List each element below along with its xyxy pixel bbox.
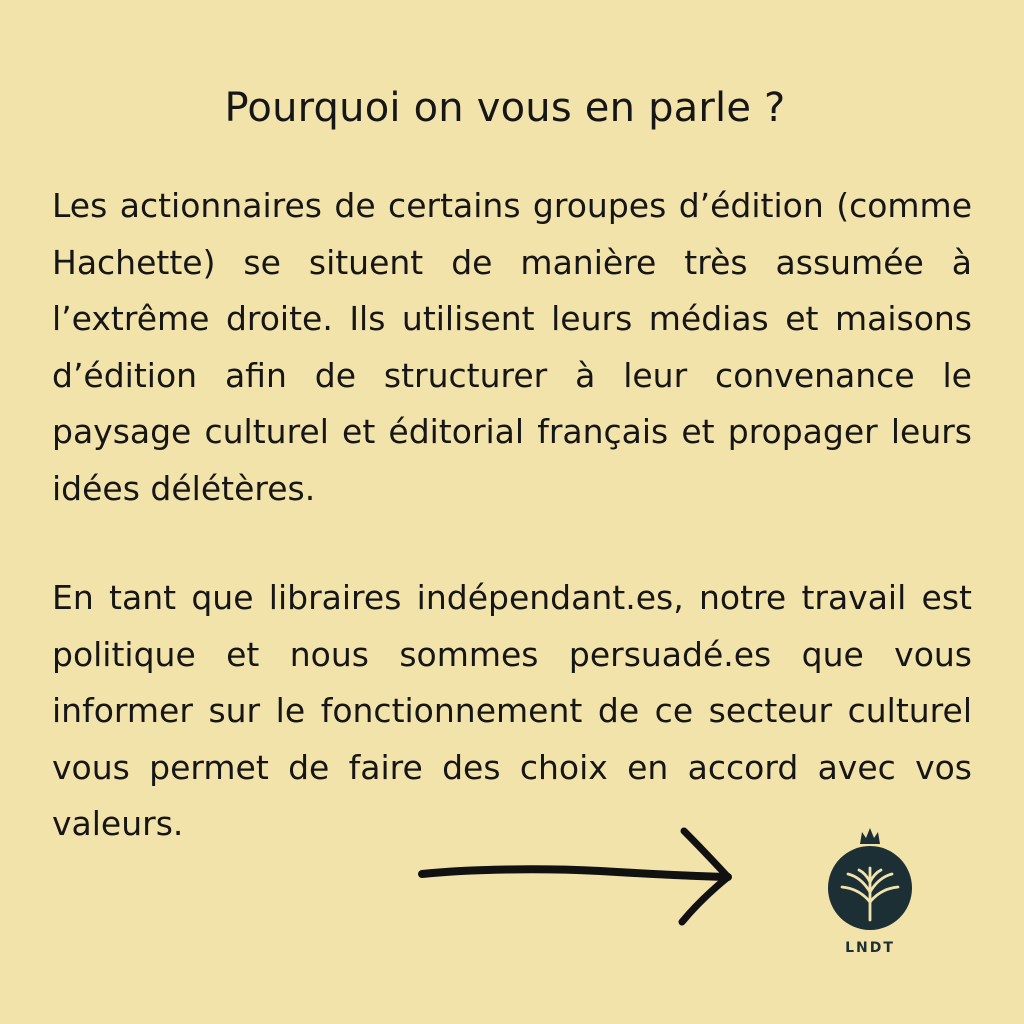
paragraph-independent-booksellers: En tant que libraires indépendant.es, notre travail est politique et nous sommes persuadé.es que vous informer sur le fonctionnement de ce secteur culturel vous permet de faire des choix en accord avec vos valeurs.	[52, 578, 972, 843]
logo-text: LNDT	[845, 940, 895, 956]
lndt-logo	[822, 820, 918, 960]
paragraph-shareholders: Les actionnaires de certains groupes d’édition (comme Hachette) se situent de manière très assumée à l’extrême droite. Ils utilisent leurs médias et maisons d’édition afin de structurer à leur convenance le paysage culturel et éditorial français et propager leurs idées délétères.	[52, 186, 972, 508]
hand-drawn-arrow-right-icon	[410, 820, 740, 930]
arrow-shaft	[422, 869, 728, 877]
crown-icon	[860, 828, 880, 844]
page-title: Pourquoi on vous en parle ?	[224, 85, 786, 131]
